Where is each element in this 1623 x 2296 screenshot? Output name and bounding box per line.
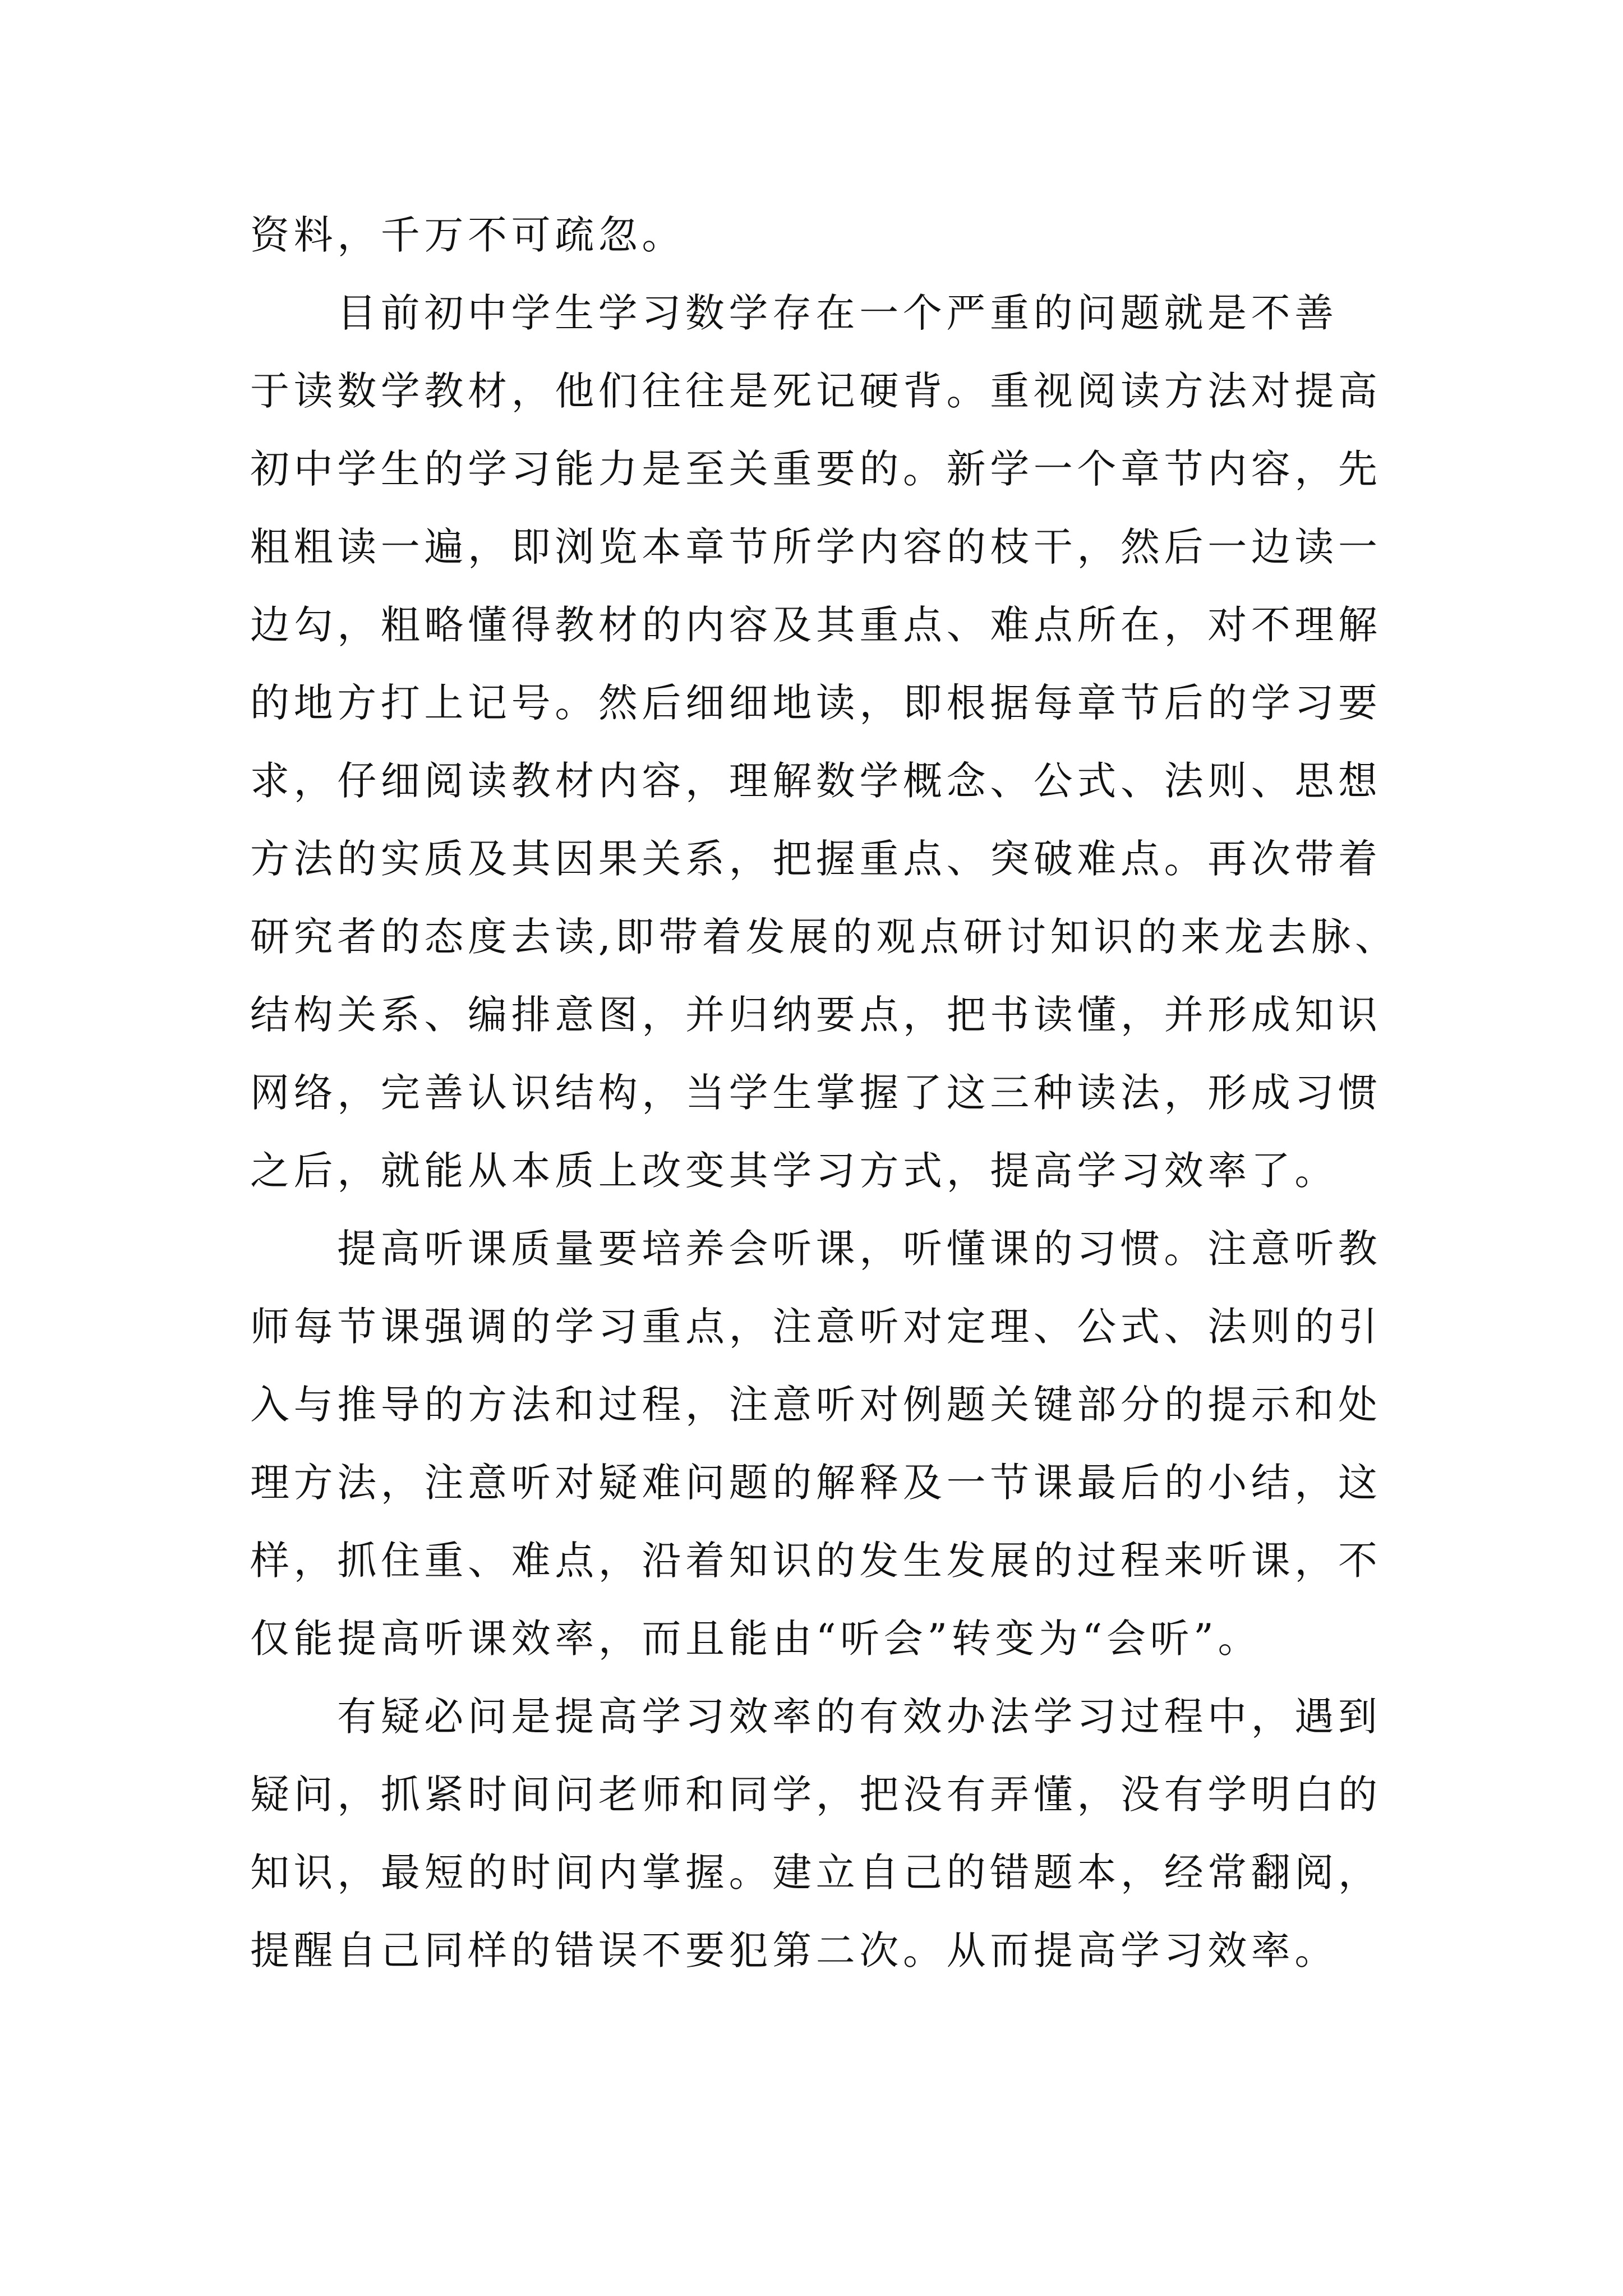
paragraph-asking-questions	[250, 1678, 1389, 1990]
text-line: 结构关系、编排意图，并归纳要点，把书读懂，并形成知识	[250, 992, 1382, 1038]
text-line: 研究者的态度去读,即带着发展的观点研讨知识的来龙去脉、	[250, 914, 1399, 960]
text-line: 方法的实质及其因果关系，把握重点、突破难点。再次带着	[250, 836, 1382, 882]
text-line: 师每节课强调的学习重点，注意听对定理、公式、法则的引	[250, 1304, 1382, 1350]
text-line: 入与推导的方法和过程，注意听对例题关键部分的提示和处	[250, 1382, 1382, 1428]
text-line: 有疑必问是提高学习效率的有效办法学习过程中，遇到	[337, 1694, 1382, 1740]
paragraph-continuation	[250, 196, 1389, 274]
text-line: 的地方打上记号。然后细细地读，即根据每章节后的学习要	[250, 680, 1382, 726]
text-line: 样，抓住重、难点，沿着知识的发生发展的过程来听课，不	[250, 1538, 1382, 1584]
text-line: 资料，千万不可疏忽。	[250, 212, 685, 258]
text-line: 知识，最短的时间内掌握。建立自己的错题本，经常翻阅，	[250, 1849, 1382, 1895]
text-line: 仅能提高听课效率，而且能由“听会”转变为“会听”。	[250, 1616, 1262, 1662]
text-line: 于读数学教材，他们往往是死记硬背。重视阅读方法对提高	[250, 368, 1382, 414]
paragraph-reading-methods	[250, 274, 1399, 1210]
text-line: 边勾，粗略懂得教材的内容及其重点、难点所在，对不理解	[250, 602, 1382, 648]
text-line: 粗粗读一遍，即浏览本章节所学内容的枝干，然后一边读一	[250, 524, 1382, 570]
text-line: 网络，完善认识结构，当学生掌握了这三种读法，形成习惯	[250, 1070, 1382, 1116]
text-line: 提高听课质量要培养会听课，听懂课的习惯。注意听教	[337, 1226, 1382, 1272]
text-line: 目前初中学生学习数学存在一个严重的问题就是不善	[337, 290, 1338, 336]
text-line: 疑问，抓紧时间问老师和同学，把没有弄懂，没有学明白的	[250, 1772, 1382, 1818]
paragraph-listening	[250, 1210, 1389, 1678]
text-line: 之后，就能从本质上改变其学习方式，提高学习效率了。	[250, 1148, 1338, 1194]
document-body	[250, 196, 1399, 1990]
text-line: 初中学生的学习能力是至关重要的。新学一个章节内容，先	[250, 446, 1382, 492]
text-line: 提醒自己同样的错误不要犯第二次。从而提高学习效率。	[250, 1927, 1338, 1973]
text-line: 理方法，注意听对疑难问题的解释及一节课最后的小结，这	[250, 1460, 1382, 1506]
text-line: 求，仔细阅读教材内容，理解数学概念、公式、法则、思想	[250, 758, 1382, 804]
